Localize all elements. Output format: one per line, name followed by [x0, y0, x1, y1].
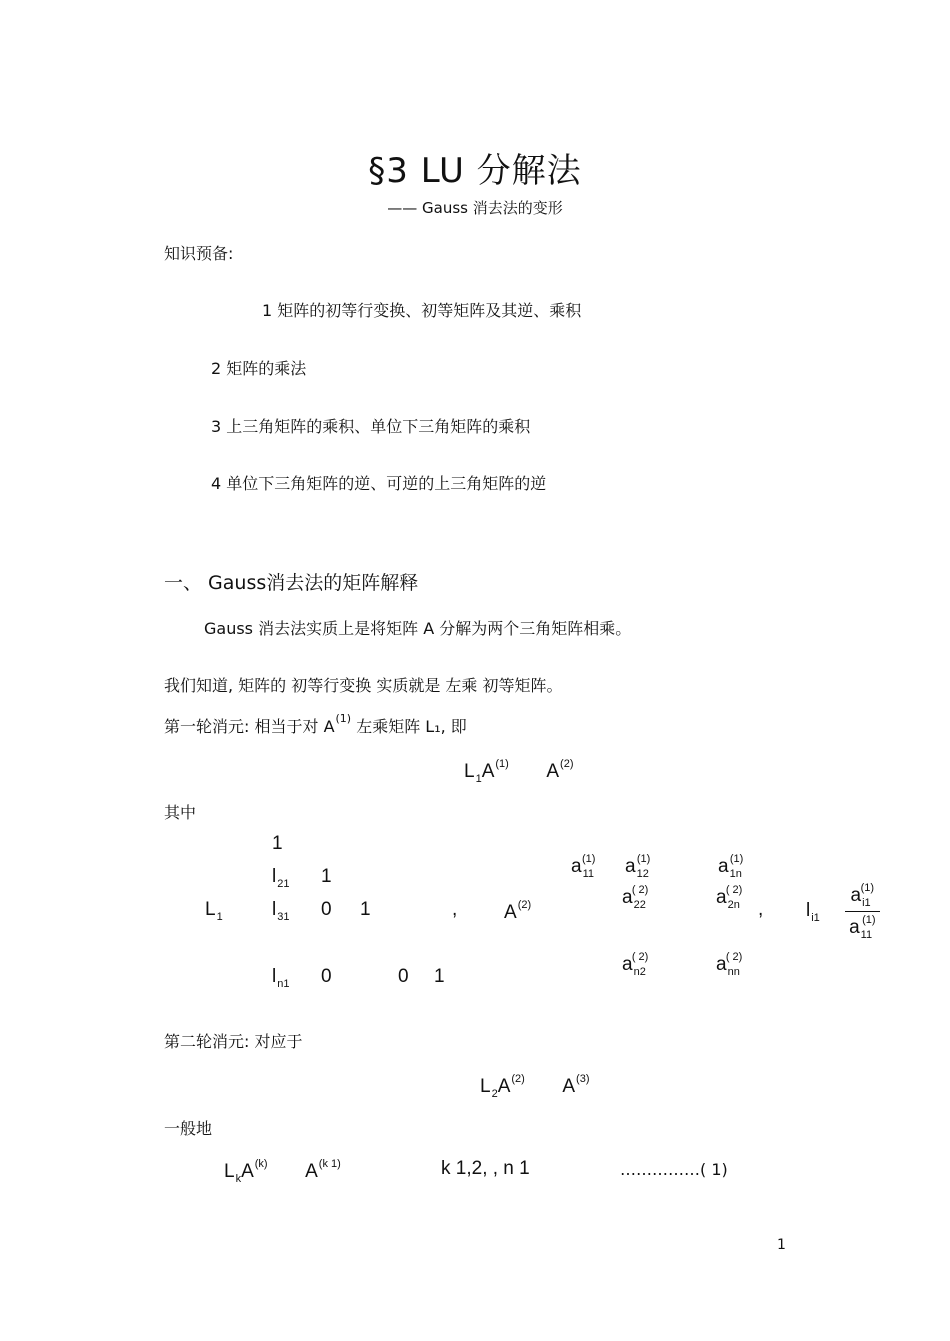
- matrix-entry: $l_{31}$: [272, 899, 290, 923]
- equation-label: ……………( 1): [620, 1160, 728, 1179]
- paragraph: 我们知道, 矩阵的 初等行变换 实质就是 左乘 初等矩阵。: [164, 676, 563, 695]
- equation: [464, 758, 574, 785]
- matrix-entry: $l_{21}$: [272, 866, 290, 890]
- equation-range: k 1,2, , n 1: [441, 1158, 530, 1179]
- matrix-entry: 1: [360, 899, 371, 920]
- matrix-entry: $a_{nn}^{( 2)}$: [716, 951, 743, 978]
- text: 第一轮消元: 相当于对 A: [164, 717, 335, 736]
- matrix-entry: 0: [321, 966, 332, 987]
- symbol: A: [546, 761, 560, 782]
- matrix-entry: 0: [321, 899, 332, 920]
- superscript: (1): [335, 712, 352, 725]
- matrix-name: $L_1$: [205, 899, 223, 923]
- prereq-heading: 知识预备:: [164, 244, 234, 263]
- text: 左乘矩阵 L₁, 即: [351, 717, 467, 736]
- matrix-entry: 0: [398, 966, 409, 987]
- paragraph: Gauss 消去法实质上是将矩阵 A 分解为两个三角矩阵相乘。: [204, 619, 632, 638]
- matrix-entry: $a_{12}^{(1)}$: [625, 853, 651, 880]
- subscript: 1: [475, 773, 482, 785]
- matrix-entry: $a_{22}^{( 2)}$: [622, 884, 649, 911]
- matrix-entry: $a_{11}^{(1)}$: [571, 853, 596, 880]
- paragraph: 第二轮消元: 对应于: [164, 1032, 303, 1051]
- symbol: L: [464, 761, 475, 782]
- paragraph: 一般地: [164, 1119, 213, 1138]
- li1-definition: $l_{i1}$ $\frac{a_{i1}^{(1)}}{a_{11}^{(1)}}$: [806, 882, 880, 941]
- prereq-item: 1 矩阵的初等行变换、初等矩阵及其逆、乘积: [262, 301, 582, 320]
- superscript: (2): [560, 758, 574, 770]
- matrix-entry: 1: [321, 866, 332, 887]
- matrix-entry: $l_{n1}$: [272, 966, 290, 990]
- comma: ,: [758, 899, 764, 920]
- matrix-entry: $a_{2n}^{( 2)}$: [716, 884, 743, 911]
- matrix-entry: 1: [434, 966, 445, 987]
- matrix-entry: $a_{1n}^{(1)}$: [718, 853, 744, 880]
- page-title: §3 LU 分解法: [368, 151, 582, 191]
- prereq-item: 2 矩阵的乘法: [211, 359, 307, 378]
- comma: ,: [452, 899, 458, 920]
- equation: $L_kA^{(k)}$ $A^{(k 1)}$: [224, 1158, 341, 1185]
- matrix-entry: $a_{n2}^{( 2)}$: [622, 951, 649, 978]
- paragraph: 其中: [164, 803, 197, 822]
- matrix-entry: 1: [272, 833, 283, 854]
- page-subtitle: —— Gauss 消去法的变形: [387, 199, 563, 217]
- paragraph: [164, 712, 467, 737]
- superscript: (1): [495, 758, 509, 770]
- symbol: A: [481, 761, 495, 782]
- prereq-item: 4 单位下三角矩阵的逆、可逆的上三角矩阵的逆: [211, 474, 547, 493]
- prereq-item: 3 上三角矩阵的乘积、单位下三角矩阵的乘积: [211, 417, 531, 436]
- page-number: 1: [777, 1237, 786, 1253]
- section-heading: 一、 Gauss消去法的矩阵解释: [164, 572, 419, 594]
- matrix-name: $A^{(2)}$: [504, 899, 532, 923]
- equation: $L_2A^{(2)}$ $A^{(3)}$: [480, 1073, 590, 1100]
- fraction: $\frac{a_{i1}^{(1)}}{a_{11}^{(1)}}$: [845, 882, 879, 941]
